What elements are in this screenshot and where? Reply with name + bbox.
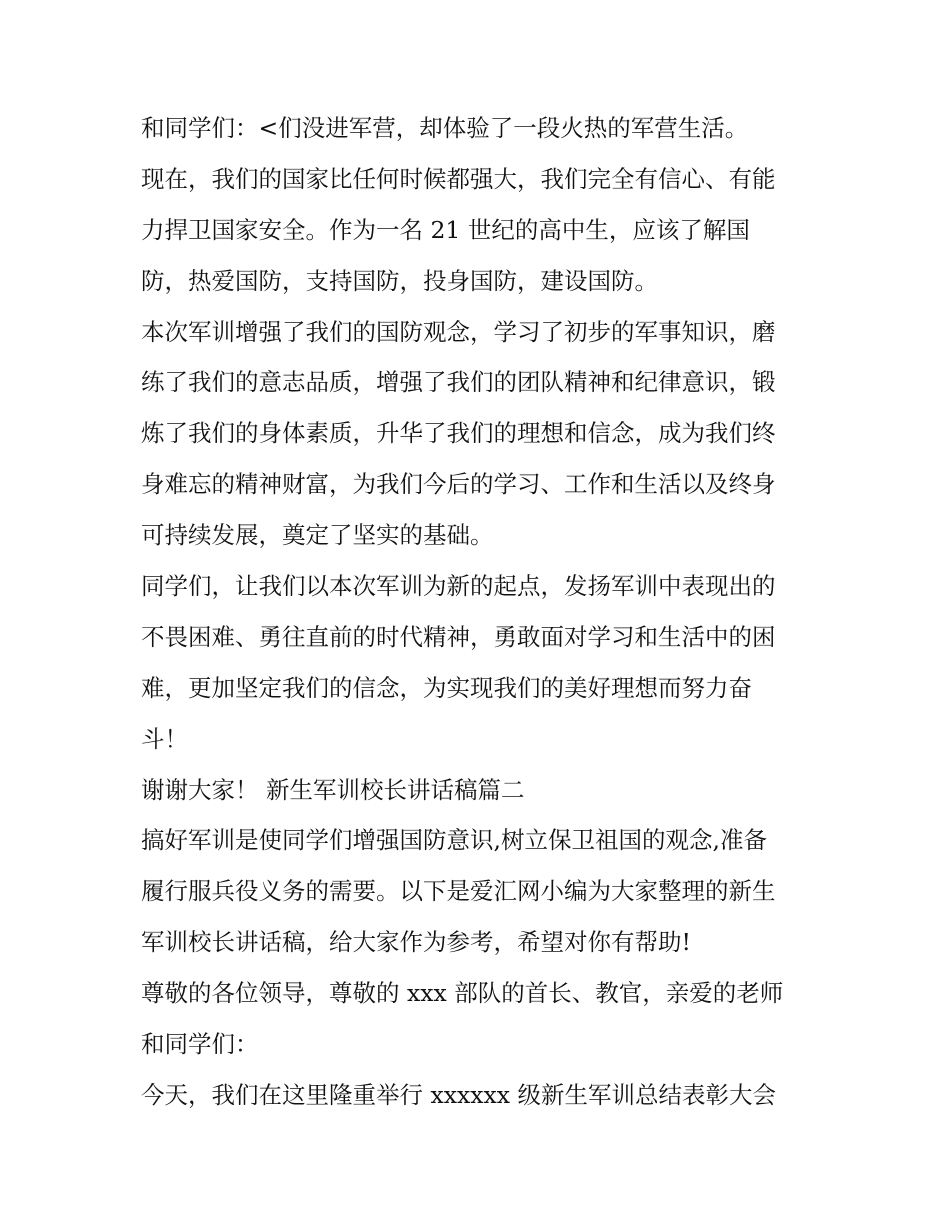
text-line-6: 练了我们的意志品质，增强了我们的团队精神和纪律意识，锻 [141,368,776,397]
text-line-8: 身难忘的精神财富，为我们今后的学习、工作和生活以及终身 [141,470,776,499]
text-line-19: 和同学们： [141,1030,259,1059]
document-body [141,103,831,1121]
text-line-10: 同学们，让我们以本次军训为新的起点，发扬军训中表现出的 [141,572,776,601]
text-line-2: 现在，我们的国家比任何时候都强大，我们完全有信心、有能 [141,164,776,193]
text-line-12: 难，更加坚定我们的信念，为实现我们的美好理想而努力奋 [141,673,752,702]
text-line-7: 炼了我们的身体素质，升华了我们的理想和信念，成为我们终 [141,419,776,448]
text-line-13: 斗！ [141,724,188,753]
text-line-4: 防，热爱国防，支持国防，投身国防，建设国防。 [141,266,658,295]
text-line-3: 力捍卫国家安全。作为一名 21 世纪的高中生，应该了解国 [141,215,750,244]
text-line-11: 不畏困难、勇往直前的时代精神，勇敢面对学习和生活中的困 [141,622,776,651]
text-line-20: 今天，我们在这里隆重举行 xxxxxx 级新生军训总结表彰大会 [141,1080,776,1109]
text-line-18: 尊敬的各位领导，尊敬的 xxx 部队的首长、教官，亲爱的老师 [141,979,784,1008]
text-line-14: 谢谢大家！ 新生军训校长讲话稿篇二 [141,775,525,804]
text-line-16: 履行服兵役义务的需要。以下是爱汇网小编为大家整理的新生 [141,877,776,906]
text-line-15: 搞好军训是使同学们增强国防意识,树立保卫祖国的观念,准备 [141,826,767,855]
text-line-9: 可持续发展，奠定了坚实的基础。 [141,521,494,550]
text-line-1: 和同学们：<们没进军营，却体验了一段火热的军营生活。 [141,114,749,142]
text-line-5: 本次军训增强了我们的国防观念，学习了初步的军事知识，磨 [141,317,776,346]
text-line-17: 军训校长讲话稿，给大家作为参考，希望对你有帮助! [141,928,691,957]
